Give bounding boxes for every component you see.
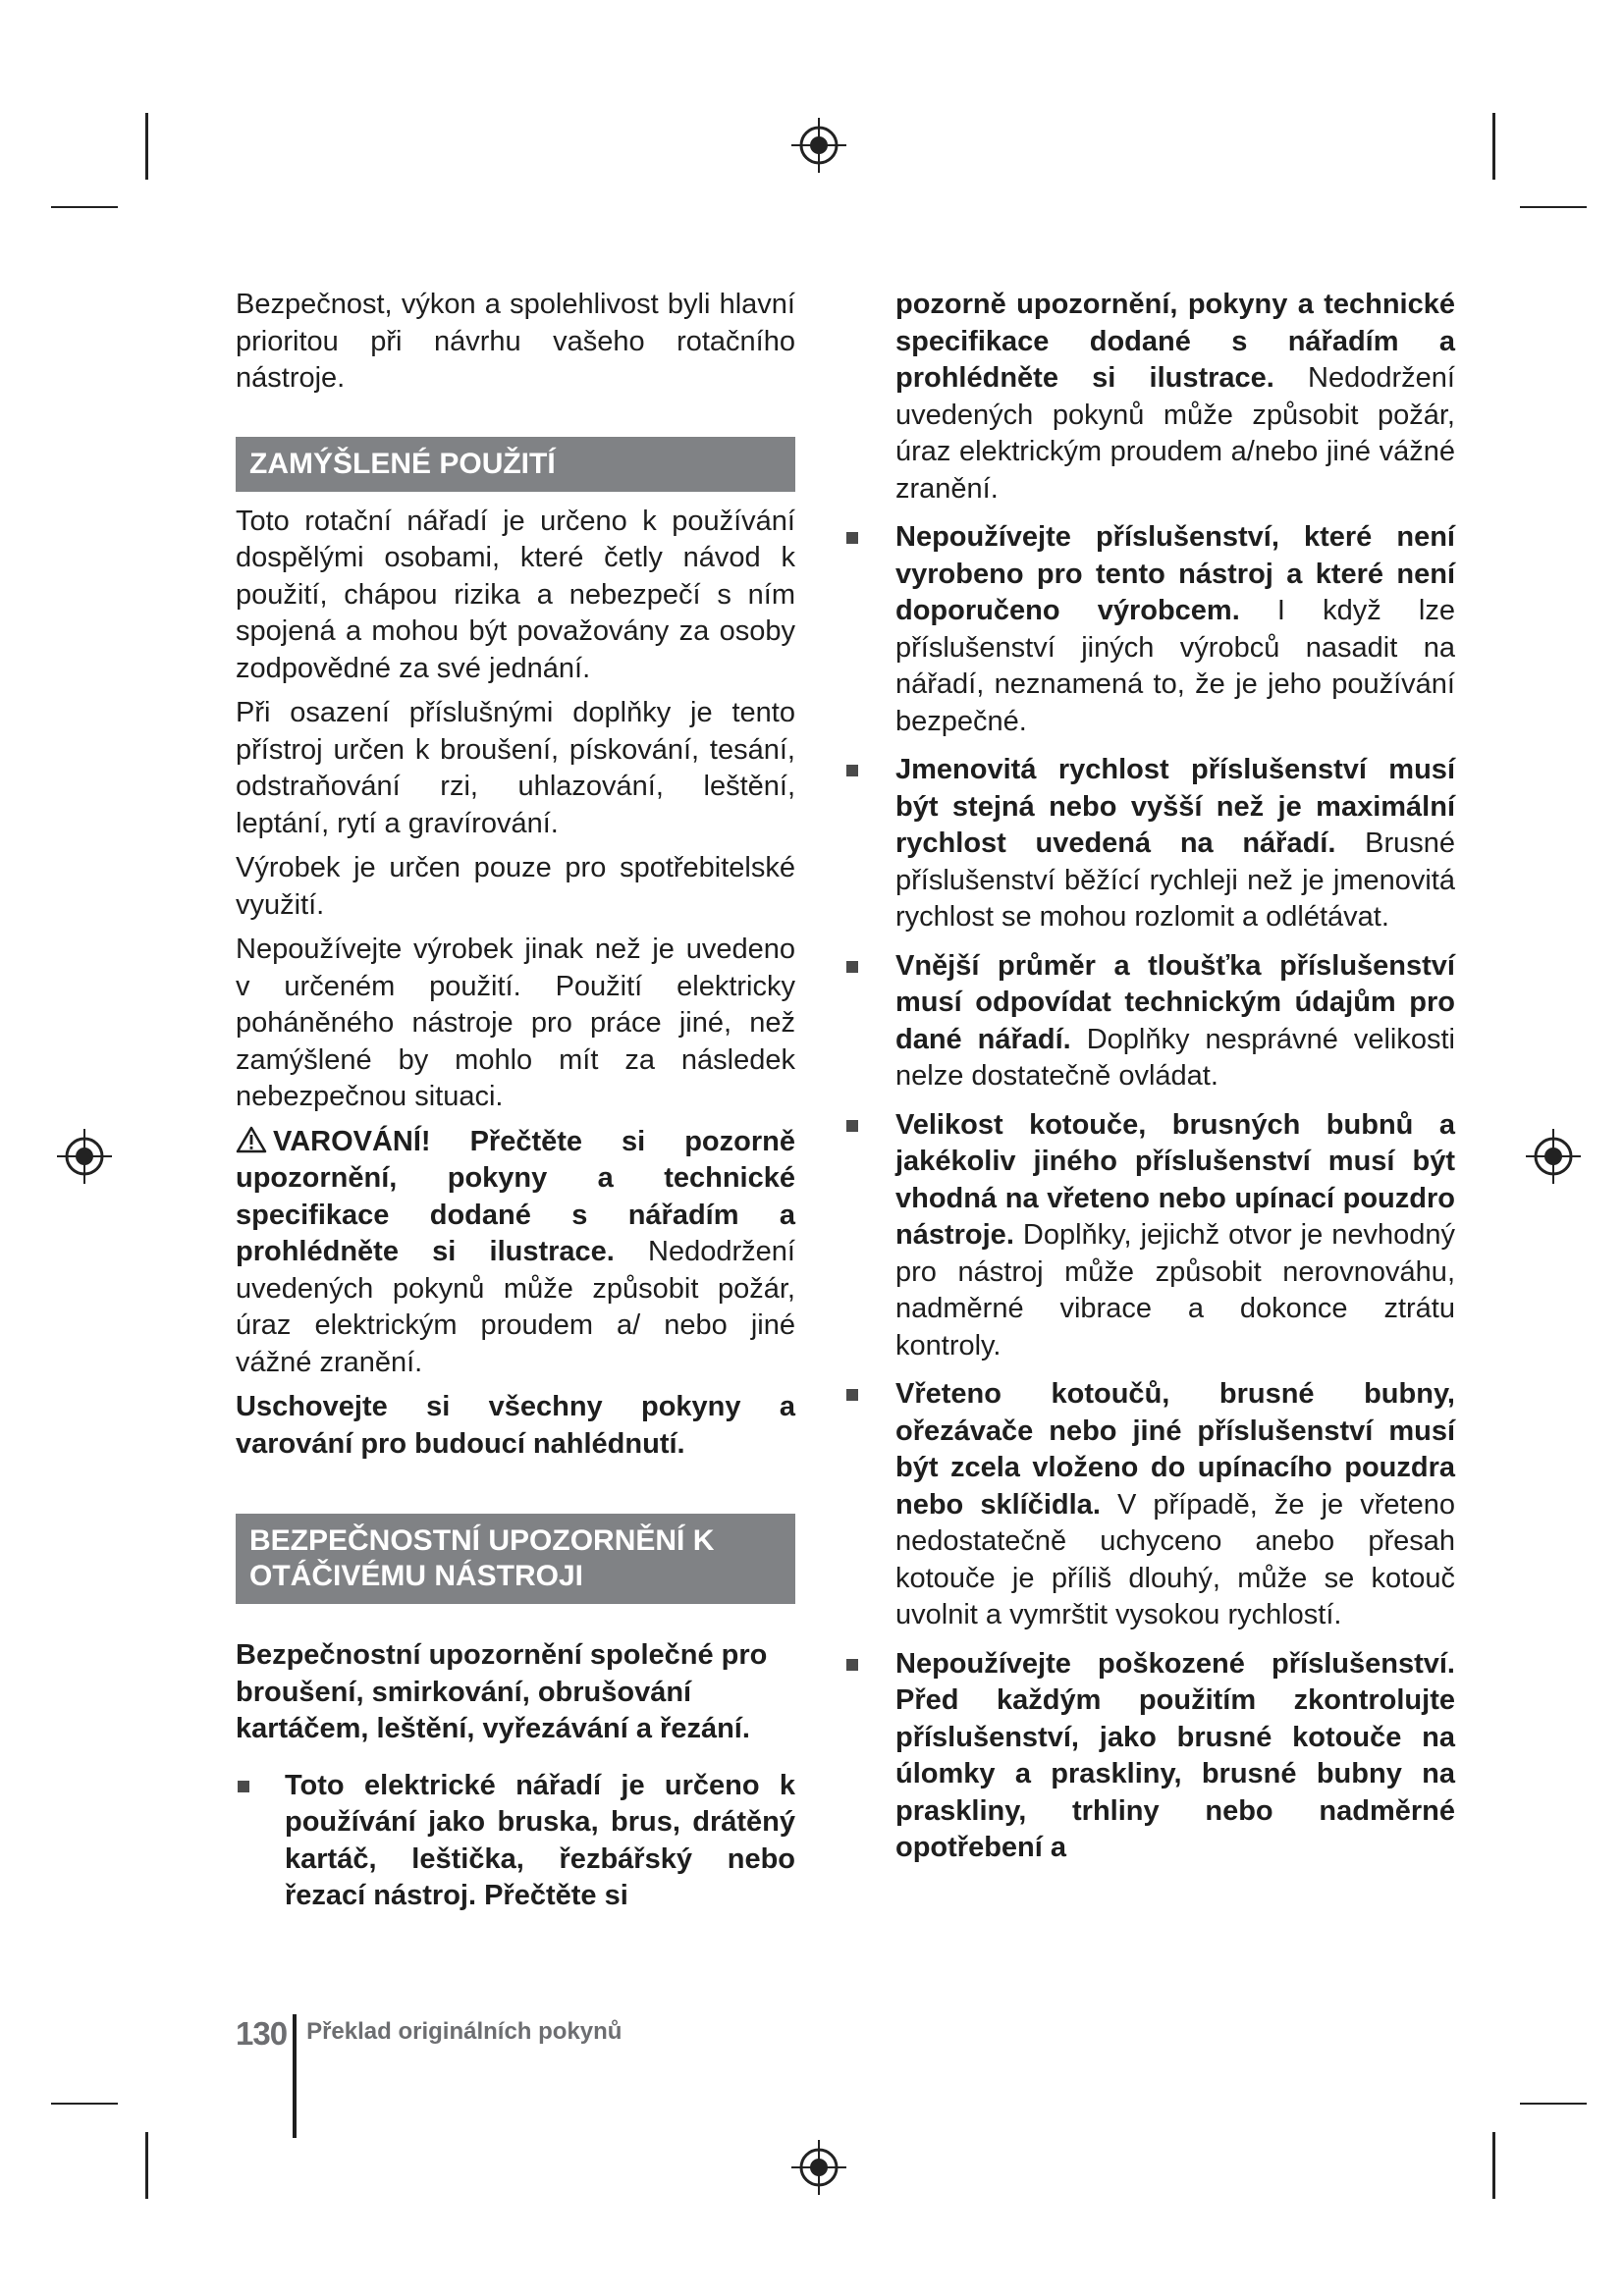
list-item-bold-text: Vřeteno kotoučů, brusné bubny, ořezávače nebo jiné příslušenství musí být zcela vloženo do upínacího pouzdra nebo sklíčidla.: [895, 1378, 1455, 1521]
section-heading-safety-warnings: BEZPEČNOSTNÍ UPOZORNĚNÍ K OTÁČIVÉMU NÁSTROJI: [236, 1514, 795, 1604]
registration-mark-icon: [55, 1127, 114, 1186]
paragraph-applications: Při osazení příslušnými doplňky je tento přístroj určen k broušení, pískování, tesání, odstraňování rzi, uhlazování, leštění, leptání, rytí a gravírování.: [236, 697, 795, 839]
list-item: [895, 519, 1455, 740]
crop-mark: [1492, 2132, 1495, 2199]
paragraph-consumer-use: Výrobek je určen pouze pro spotřebitelské využití.: [236, 852, 795, 921]
section-heading-intended-use: ZAMÝŠLENÉ POUŽITÍ: [236, 437, 795, 492]
list-item: [895, 948, 1455, 1095]
list-item: [236, 1768, 795, 1915]
list-item-text: Toto elektrické nářadí je určeno k používání jako bruska, brus, drátěný kartáč, leštička, řezbářský nebo řezací nástroj. Přečtěte si: [285, 1769, 795, 1911]
crop-mark: [51, 206, 118, 208]
list-item-bold-text: Vnější průměr a tloušťka příslušenství musí odpovídat technickým údajům pro dané nářadí.: [895, 949, 1455, 1055]
paragraph-misuse: Nepoužívejte výrobek jinak než je uvedeno v určeném použití. Použití elektricky poháněného nástroje pro práce jiné, než zamýšlené by mohlo mít za následek nebezpečnou situaci.: [236, 934, 795, 1112]
list-item-bold-text: Jmenovitá rychlost příslušenství musí být stejná nebo vyšší než je maximální rychlost uvedená na nářadí.: [895, 754, 1455, 859]
list-item-text: Brusné příslušenství běžící rychleji než je jmenovitá rychlost se mohou rozlomit a odlétávat.: [895, 828, 1455, 933]
registration-mark-icon: [1524, 1127, 1583, 1186]
bullet-square-icon: [846, 961, 858, 973]
registration-mark-icon: [789, 2138, 848, 2197]
page-number: 130: [236, 2015, 288, 2052]
list-item: [895, 1376, 1455, 1634]
list-item-bold-text: Nepoužívejte poškozené příslušenství. Před každým použitím zkontrolujte příslušenství, jako brusné kotouče na úlomky a praskliny, brusné bubny na praskliny, trhliny nebo nadměrné opotřebení a: [895, 1647, 1455, 1863]
list-item-text: V případě, že je vřeteno nedostatečně uchyceno anebo přesah kotouče je příliš dlouhý, může se kotouč uvolnit a vymrštit vysokou rychlostí.: [895, 1488, 1455, 1630]
intro-paragraph: Bezpečnost, výkon a spolehlivost byli hlavní prioritou při návrhu vašeho rotačního nástroje.: [236, 289, 795, 394]
bullet-square-icon: [846, 532, 858, 544]
list-item-text: I když lze příslušenství jiných výrobců nasadit na nářadí, neznamená to, že je jeho používání bezpečné.: [895, 595, 1456, 737]
list-item-text: Doplňky nesprávné velikosti nelze dostatečně ovládat.: [895, 1023, 1456, 1092]
warning-paragraph: [236, 1124, 795, 1382]
warning-text: Nedodržení uvedených pokynů může způsobit požár, úraz elektrickým proudem a/ nebo jiné vážné zranění.: [236, 1236, 795, 1378]
keep-instructions-paragraph: Uschovejte si všechny pokyny a varování pro budoucí nahlédnutí.: [236, 1391, 795, 1460]
crop-mark: [1520, 2103, 1587, 2105]
list-item-bold-text: Velikost kotouče, brusných bubnů a jakékoliv jiného příslušenství musí být vhodná na vřeteno nebo upínací pouzdro nástroje.: [895, 1108, 1455, 1251]
warning-bold-text: VAROVÁNÍ! Přečtěte si pozorně upozornění, pokyny a technické specifikace dodané s nářadím a prohlédněte si ilustrace.: [236, 1125, 795, 1267]
footer-divider: [293, 2014, 297, 2138]
list-item: [895, 1107, 1455, 1365]
continued-text: Nedodržení uvedených pokynů může způsobit požár, úraz elektrickým proudem a/nebo jiné vážné zranění.: [895, 362, 1455, 505]
right-bullet-list: [895, 519, 1455, 1867]
registration-mark-icon: [789, 116, 848, 175]
crop-mark: [1492, 113, 1495, 180]
left-column: [236, 287, 795, 1927]
continued-bold-text: pozorně upozornění, pokyny a technické specifikace dodané s nářadím a prohlédněte si ilustrace.: [895, 289, 1455, 394]
right-column: [895, 287, 1455, 1879]
continued-paragraph: [895, 287, 1455, 507]
page-footer: [236, 2014, 622, 2138]
warning-triangle-icon: [236, 1126, 267, 1153]
crop-mark: [145, 2132, 148, 2199]
bullet-square-icon: [846, 765, 858, 776]
list-item-text: Doplňky, jejichž otvor je nevhodný pro nástroj může způsobit nerovnováhu, nadměrné vibrace a dokonce ztrátu kontroly.: [895, 1219, 1455, 1362]
paragraph-intended-users: Toto rotační nářadí je určeno k používání dospělými osobami, které četly návod k použití, chápou rizika a nebezpečí s ním spojená a mohou být považovány za osoby zodpovědné za své jednání.: [236, 505, 795, 684]
bullet-square-icon: [846, 1659, 858, 1671]
left-bullet-list: [236, 1768, 795, 1915]
crop-mark: [1520, 206, 1587, 208]
bullet-square-icon: [846, 1120, 858, 1132]
list-item: [895, 752, 1455, 936]
list-item-bold-text: Nepoužívejte příslušenství, které není vyrobeno pro tento nástroj a které není doporučeno výrobcem.: [895, 521, 1455, 626]
subheading-common-warnings: Bezpečnostní upozornění společné pro broušení, smirkování, obrušování kartáčem, leštění, vyřezávání a řezání.: [236, 1639, 768, 1744]
footer-title: Překlad originálních pokynů: [306, 2018, 623, 2045]
list-item: [895, 1646, 1455, 1867]
bullet-square-icon: [846, 1389, 858, 1401]
crop-mark: [145, 113, 148, 180]
bullet-square-icon: [238, 1781, 249, 1792]
crop-mark: [51, 2103, 118, 2105]
